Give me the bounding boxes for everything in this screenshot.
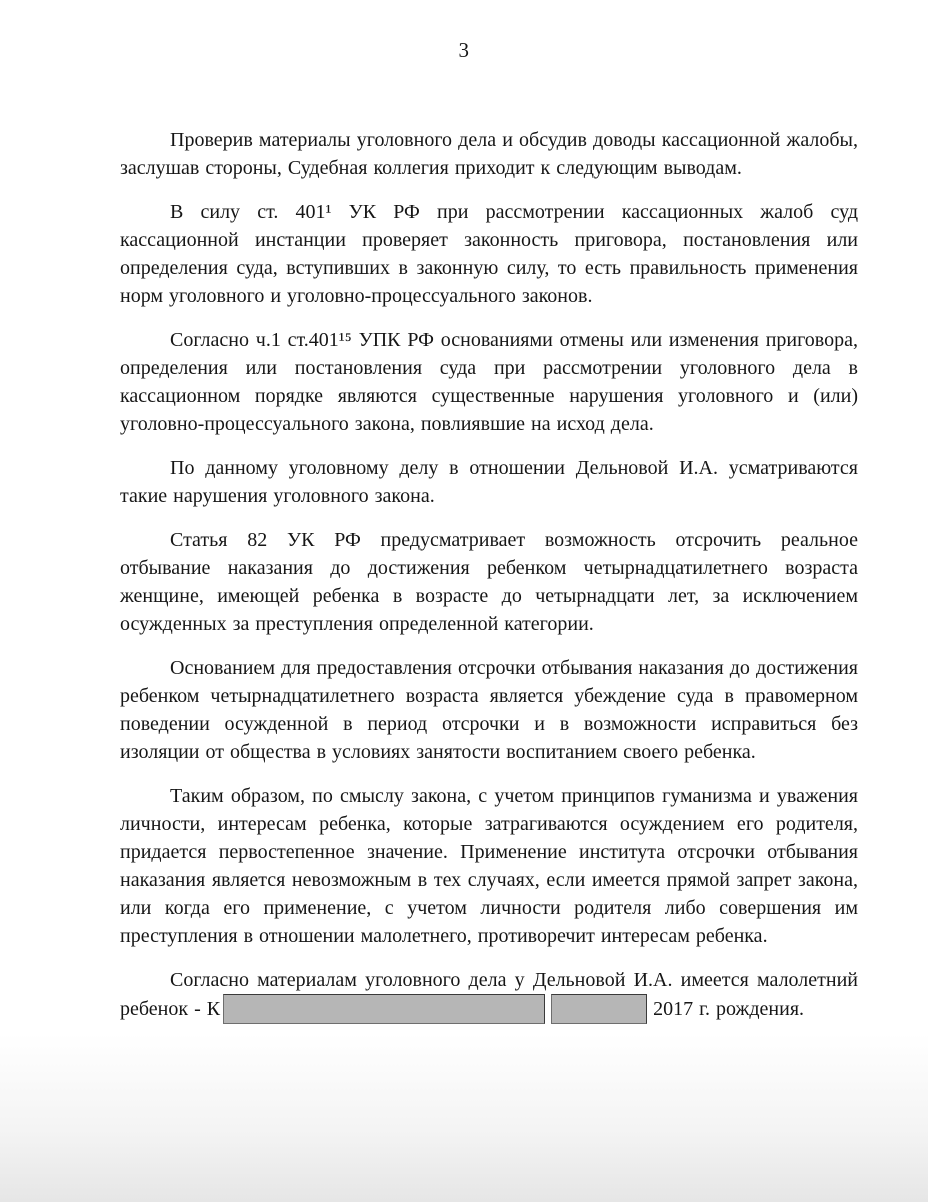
child-info-text-after: 2017 г. рождения. (653, 998, 805, 1020)
paragraph-child-info (120, 966, 858, 1024)
page-number: 3 (458, 38, 470, 62)
paragraph-deferral-grounds: Основанием для предоставления отсрочки отбывания наказания до достижения ребенком четырнадцатилетнего возраста является убеждение суда в правомерном поведении осужденной в период отсрочки и в возможности исправиться без изоляции от общества в условиях занятости воспитанием своего ребенка. (120, 657, 858, 763)
paragraph-violations-found: По данному уголовному делу в отношении Дельновой И.А. усматриваются такие нарушения уголовного закона. (120, 457, 858, 507)
paragraph-article-82: Статья 82 УК РФ предусматривает возможность отсрочить реальное отбывание наказания до достижения ребенком четырнадцатилетнего возраста женщине, имеющей ребенка в возрасте до четырнадцати лет, за исключением осужденных за преступления определенной категории. (120, 529, 858, 635)
paragraph-st401-uk-rf: В силу ст. 401¹ УК РФ при рассмотрении кассационных жалоб суд кассационной инстанции проверяет законность приговора, постановления или определения суда, вступивших в законную силу, то есть правильность применения норм уголовного и уголовно-процессуального законов. (120, 201, 858, 307)
paragraph-conclusions-intro: Проверив материалы уголовного дела и обсудив доводы кассационной жалобы, заслушав стороны, Судебная коллегия приходит к следующим выводам. (120, 129, 858, 179)
redaction-box-birth-date (551, 994, 647, 1024)
document-body (0, 62, 928, 1024)
redaction-box-child-name (223, 994, 545, 1024)
child-info-text-before: Согласно материалам уголовного дела у Дельновой И.А. имеется малолетний ребенок - К (120, 969, 858, 1020)
paragraph-st401-15-upk-rf: Согласно ч.1 ст.401¹⁵ УПК РФ основаниями отмены или изменения приговора, определения или постановления суда при рассмотрении уголовного дела в кассационном порядке являются существенные нарушения уголовного и (или) уголовно-процессуального закона, повлиявшие на исход дела. (120, 329, 858, 435)
paragraph-humanism-principles: Таким образом, по смыслу закона, с учетом принципов гуманизма и уважения личности, интересам ребенка, которые затрагиваются осуждением его родителя, придается первостепенное значение. Применение института отсрочки отбывания наказания является невозможным в тех случаях, если имеется прямой запрет закона, или когда его применение, с учетом личности родителя либо совершения им преступления в отношении малолетнего, противоречит интересам ребенка. (120, 785, 858, 947)
